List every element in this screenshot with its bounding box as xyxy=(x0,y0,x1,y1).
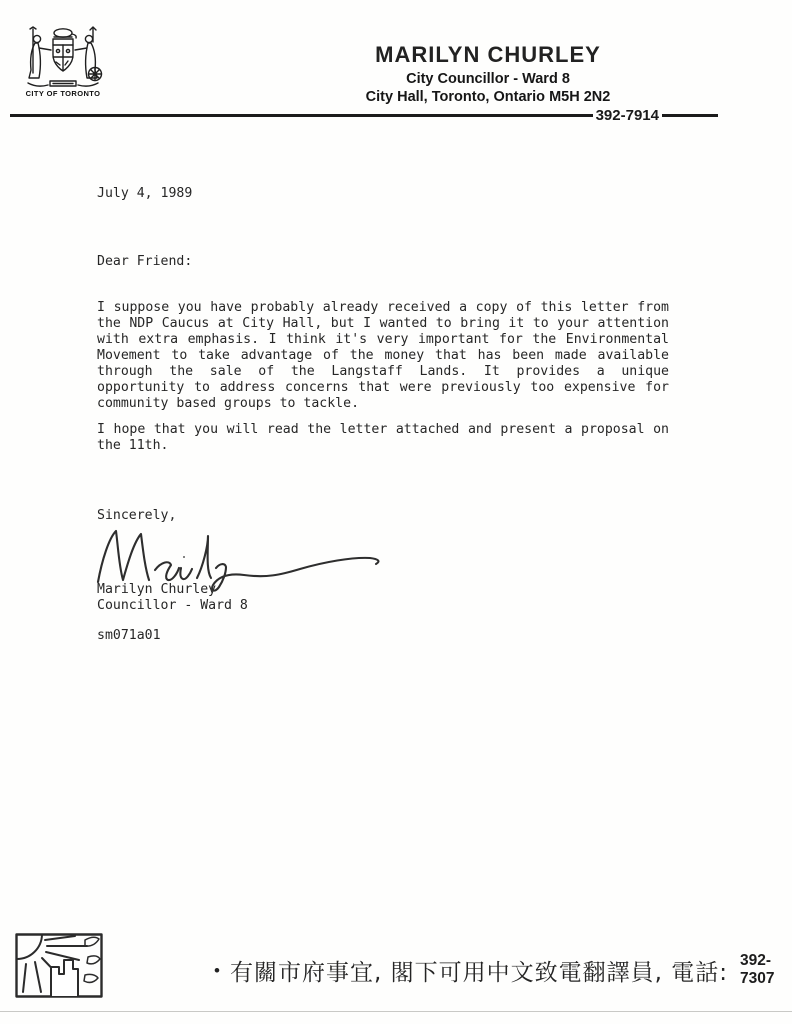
letterhead-phone: 392-7914 xyxy=(595,107,659,124)
letter-content xyxy=(97,186,669,644)
translation-notice xyxy=(214,952,792,988)
letterhead-title: City Councillor - Ward 8 xyxy=(406,71,570,87)
letterhead xyxy=(288,42,688,105)
city-of-toronto-crest xyxy=(20,26,106,98)
paragraph-line: Movement to take advantage of the money that has been made available xyxy=(97,348,669,363)
signature-icon xyxy=(93,524,393,592)
scan-artifact-line xyxy=(0,1011,792,1012)
letter-closing: Sincerely, xyxy=(97,508,177,523)
rule-segment-left xyxy=(10,114,593,117)
handwritten-signature xyxy=(97,526,669,582)
footer-stamp xyxy=(15,933,103,1004)
paragraph-line: through the sale of the Langstaff Lands. It provides a unique xyxy=(97,364,669,379)
letterhead-address: City Hall, Toronto, Ontario M5H 2N2 xyxy=(365,89,611,105)
paragraph-line: I suppose you have probably already received a copy of this letter from xyxy=(97,300,669,315)
paragraph xyxy=(97,300,669,412)
translation-phone: 392-7307 xyxy=(739,952,775,987)
paragraph-line: opportunity to address concerns that were previously too expensive for xyxy=(97,380,669,395)
letterhead-name: MARILYN CHURLEY xyxy=(375,42,601,67)
letterhead-rule xyxy=(10,107,718,124)
paragraph-line: the 11th. xyxy=(97,438,169,453)
letter-date: July 4, 1989 xyxy=(97,186,193,201)
bullet-icon: • xyxy=(214,960,220,980)
paragraph-line: the NDP Caucus at City Hall, but I wanted to bring it to your attention xyxy=(97,316,669,331)
signer-name: Marilyn Churley xyxy=(97,582,217,597)
file-reference: sm071a01 xyxy=(97,628,161,643)
paragraph xyxy=(97,422,669,454)
paragraph-line: with extra emphasis. I think it's very important for the Environmental xyxy=(97,332,669,347)
letter-body xyxy=(97,300,669,454)
sun-city-woodcut-icon xyxy=(15,933,103,999)
crest-caption: CITY OF TORONTO xyxy=(25,89,101,98)
paragraph-line: I hope that you will read the letter attached and present a proposal on xyxy=(97,422,669,437)
coat-of-arms-icon xyxy=(20,26,106,88)
signer-title: Councillor - Ward 8 xyxy=(97,598,248,613)
paragraph-line: community based groups to tackle. xyxy=(97,396,360,411)
letter-salutation: Dear Friend: xyxy=(97,254,193,269)
chinese-notice-text: 有關市府事宜, 閣下可用中文致電翻譯員, 電話: xyxy=(229,959,728,986)
rule-segment-right xyxy=(662,114,718,117)
